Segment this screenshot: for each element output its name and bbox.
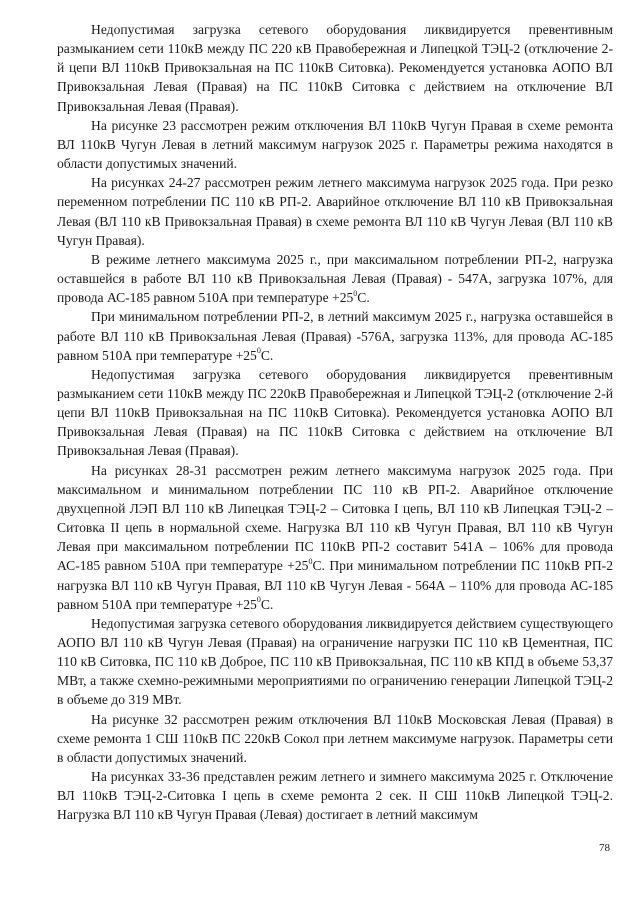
paragraph-text: На рисунках 33-36 представлен режим летнего и зимнего максимума 2025 г. Отключение ВЛ 110кВ ТЭЦ-2-Ситовка I цепь в схеме ремонта 2 сек. II СШ 110кВ Липецкой ТЭЦ-2. Нагрузка ВЛ 110 кВ Чугун Правая (Левая) достигает в летний максимум: [57, 769, 613, 823]
paragraph-text: На рисунке 32 рассмотрен режим отключения ВЛ 110кВ Московская Левая (Правая) в схеме ремонта 1 СШ 110кВ ПС 220кВ Сокол при летнем максимуме нагрузок. Параметры сети в области допустимых значений.: [57, 711, 613, 765]
page-number: 78: [599, 842, 610, 854]
degree-superscript: 0: [353, 288, 358, 298]
paragraph-text-tail: С. При минимальном потреблении ПС 110кВ РП-2 нагрузка ВЛ 110 кВ Чугун Правая, ВЛ 110 кВ Чугун Левая - 564А – 110% для провода АС-185 равном 510А при температуре +25: [57, 558, 613, 612]
paragraph-3: [57, 173, 613, 250]
paragraph-text-tail: С.: [260, 347, 274, 363]
paragraph-text: На рисунке 23 рассмотрен режим отключения ВЛ 110кВ Чугун Правая в схеме ремонта ВЛ 110кВ Чугун Левая в летний максимум нагрузок 2025 г. Параметры режима находятся в области допустимых значений.: [57, 117, 613, 172]
paragraph-6: [57, 365, 613, 461]
paragraph-text: Недопустимая загрузка сетевого оборудования ликвидируется превентивным размыканием сети 110кВ между ПС 220 кВ Правобережная и Липецкой ТЭЦ-2 (отключение 2-й цепи ВЛ 110кВ Привокзальная на ПС 110кВ Ситовка). Рекомендуется установка АОПО ВЛ Привокзальная Левая (Правая) на ПС 110кВ Ситовка с действием на отключение ВЛ Привокзальная Левая (Правая).: [57, 22, 613, 114]
paragraph-9: [57, 710, 613, 767]
degree-superscript: 0: [308, 556, 313, 566]
paragraph-1: [57, 20, 613, 116]
paragraph-5: [57, 307, 613, 364]
paragraph-text: При минимальном потреблении РП-2, в летний максимум 2025 г., нагрузка оставшейся в работе ВЛ 110 кВ Привокзальная Левая (Правая) -576А, загрузка 113%, для провода АС-185 равном 510А при температуре +25: [57, 309, 613, 363]
degree-superscript: 0: [256, 595, 261, 605]
paragraph-7: [57, 461, 613, 614]
paragraph-text-tail: С.: [357, 290, 370, 306]
paragraph-8: [57, 614, 613, 710]
paragraph-text: Недопустимая загрузка сетевого оборудования ликвидируется действием существующего АОПО ВЛ 110 кВ Чугун Левая (Правая) на ограничение нагрузки ПС 110 кВ Цементная, ПС 110 кВ Ситовка, ПС 110 кВ Доброе, ПС 110 кВ Привокзальная, ПС 110 кВ КПД в объеме 53,37 МВт, а также схемно-режимными мероприятиями по ограничению генерации Липецкой ТЭЦ-2 в объеме до 319 МВт.: [57, 615, 613, 708]
paragraph-text: На рисунках 24-27 рассмотрен режим летнего максимума нагрузок 2025 года. При резко переменном потреблении ПС 110 кВ РП-2. Аварийное отключение ВЛ 110 кВ Привокзальная Левая (ВЛ 110 кВ Привокзальная Правая) в схеме ремонта ВЛ 110 кВ Чугун Левая (ВЛ 110 кВ Чугун Правая).: [57, 175, 613, 248]
paragraph-text: Недопустимая загрузка сетевого оборудования ликвидируется превентивным размыканием сети 110кВ между ПС 220кВ Правобережная и Липецкой ТЭЦ-2 (отключение 2-й цепи ВЛ 110кВ Привокзальная на ПС 110кВ Ситовка). Рекомендуется установка АОПО ВЛ Привокзальная Левая (Правая) на ПС 110кВ Ситовка с действием на отключение ВЛ Привокзальная Левая (Правая).: [57, 366, 613, 459]
paragraph-text: На рисунках 28-31 рассмотрен режим летнего максимума нагрузок 2025 года. При максимальном и минимальном потреблении ПС 110 кВ РП-2. Аварийное отключение двухцепной ЛЭП ВЛ 110 кВ Липецкая ТЭЦ-2 – Ситовка I цепь, ВЛ 110 кВ Липецкая ТЭЦ-2 – Ситовка II цепь в нормальной схеме. Нагрузка ВЛ 110 кВ Чугун Правая, ВЛ 110 кВ Чугун Левая при максимальном потреблении ПС 110кВ РП-2 составит 541А – 106% для провода АС-185 равном 510А при температуре +25: [57, 462, 613, 574]
paragraph-10: [57, 767, 613, 824]
paragraph-text-tail: С.: [260, 596, 274, 612]
degree-superscript: 0: [256, 346, 261, 356]
paragraph-4: [57, 250, 613, 307]
paragraph-text: В режиме летнего максимума 2025 г., при максимальном потреблении РП-2, нагрузка оставшейся в работе ВЛ 110 кВ Привокзальная Левая (Правая) - 547А, загрузка 107%, для провода АС-185 равном 510А при температуре +25: [57, 251, 613, 306]
paragraph-2: [57, 116, 613, 173]
document-page: [57, 20, 613, 825]
